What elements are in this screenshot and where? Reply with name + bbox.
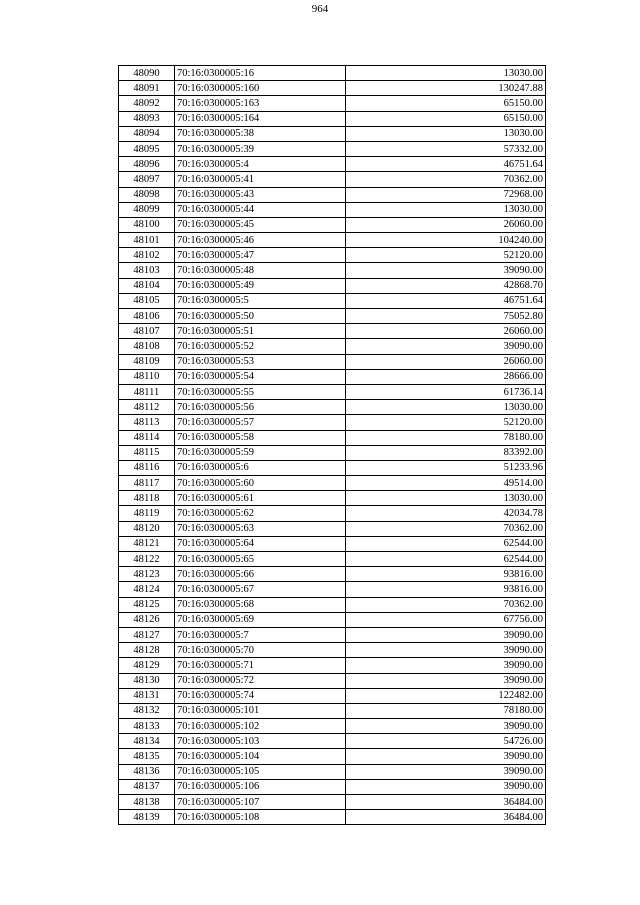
cadastral-number-cell: 70:16:0300005:61 <box>175 491 346 506</box>
value-cell: 62544.00 <box>346 552 546 567</box>
row-number-cell: 48112 <box>119 400 175 415</box>
table-row <box>119 673 546 688</box>
cadastral-number-cell: 70:16:0300005:7 <box>175 627 346 642</box>
cadastral-number-cell: 70:16:0300005:54 <box>175 369 346 384</box>
value-cell: 52120.00 <box>346 415 546 430</box>
row-number-cell: 48116 <box>119 460 175 475</box>
table-row <box>119 445 546 460</box>
row-number-cell: 48104 <box>119 278 175 293</box>
value-cell: 42034.78 <box>346 506 546 521</box>
row-number-cell: 48138 <box>119 795 175 810</box>
value-cell: 70362.00 <box>346 597 546 612</box>
row-number-cell: 48096 <box>119 157 175 172</box>
cadastral-number-cell: 70:16:0300005:105 <box>175 764 346 779</box>
value-cell: 49514.00 <box>346 476 546 491</box>
cadastral-number-cell: 70:16:0300005:70 <box>175 643 346 658</box>
table-row <box>119 126 546 141</box>
value-cell: 26060.00 <box>346 324 546 339</box>
table-row <box>119 506 546 521</box>
value-cell: 13030.00 <box>346 126 546 141</box>
cadastral-number-cell: 70:16:0300005:58 <box>175 430 346 445</box>
value-cell: 13030.00 <box>346 66 546 81</box>
table-row <box>119 384 546 399</box>
table-row <box>119 734 546 749</box>
row-number-cell: 48127 <box>119 627 175 642</box>
value-cell: 39090.00 <box>346 658 546 673</box>
cadastral-number-cell: 70:16:0300005:41 <box>175 172 346 187</box>
row-number-cell: 48122 <box>119 552 175 567</box>
cadastral-number-cell: 70:16:0300005:6 <box>175 460 346 475</box>
row-number-cell: 48120 <box>119 521 175 536</box>
row-number-cell: 48107 <box>119 324 175 339</box>
cadastral-number-cell: 70:16:0300005:65 <box>175 552 346 567</box>
table-row <box>119 157 546 172</box>
table-row <box>119 217 546 232</box>
row-number-cell: 48130 <box>119 673 175 688</box>
value-cell: 72968.00 <box>346 187 546 202</box>
cadastral-number-cell: 70:16:0300005:5 <box>175 293 346 308</box>
cadastral-number-cell: 70:16:0300005:102 <box>175 719 346 734</box>
table-row <box>119 278 546 293</box>
row-number-cell: 48134 <box>119 734 175 749</box>
row-number-cell: 48129 <box>119 658 175 673</box>
table-body <box>119 66 546 825</box>
value-cell: 65150.00 <box>346 96 546 111</box>
row-number-cell: 48115 <box>119 445 175 460</box>
value-cell: 13030.00 <box>346 202 546 217</box>
cadastral-number-cell: 70:16:0300005:46 <box>175 233 346 248</box>
row-number-cell: 48118 <box>119 491 175 506</box>
table-row <box>119 233 546 248</box>
row-number-cell: 48102 <box>119 248 175 263</box>
row-number-cell: 48105 <box>119 293 175 308</box>
row-number-cell: 48101 <box>119 233 175 248</box>
table-row <box>119 400 546 415</box>
value-cell: 28666.00 <box>346 369 546 384</box>
cadastral-number-cell: 70:16:0300005:51 <box>175 324 346 339</box>
table-row <box>119 96 546 111</box>
cadastral-number-cell: 70:16:0300005:68 <box>175 597 346 612</box>
table-row <box>119 476 546 491</box>
table-row <box>119 552 546 567</box>
table-row <box>119 491 546 506</box>
table-row <box>119 749 546 764</box>
cadastral-number-cell: 70:16:0300005:108 <box>175 810 346 825</box>
cadastral-number-cell: 70:16:0300005:53 <box>175 354 346 369</box>
table-row <box>119 582 546 597</box>
value-cell: 52120.00 <box>346 248 546 263</box>
row-number-cell: 48092 <box>119 96 175 111</box>
value-cell: 36484.00 <box>346 810 546 825</box>
value-cell: 78180.00 <box>346 430 546 445</box>
table-row <box>119 111 546 126</box>
table-row <box>119 324 546 339</box>
cadastral-number-cell: 70:16:0300005:39 <box>175 141 346 156</box>
row-number-cell: 48113 <box>119 415 175 430</box>
value-cell: 39090.00 <box>346 749 546 764</box>
row-number-cell: 48132 <box>119 703 175 718</box>
value-cell: 26060.00 <box>346 217 546 232</box>
table-row <box>119 779 546 794</box>
row-number-cell: 48093 <box>119 111 175 126</box>
cadastral-number-cell: 70:16:0300005:164 <box>175 111 346 126</box>
value-cell: 46751.64 <box>346 157 546 172</box>
value-cell: 46751.64 <box>346 293 546 308</box>
value-cell: 39090.00 <box>346 263 546 278</box>
cadastral-number-cell: 70:16:0300005:101 <box>175 703 346 718</box>
cadastral-number-cell: 70:16:0300005:64 <box>175 536 346 551</box>
cadastral-number-cell: 70:16:0300005:62 <box>175 506 346 521</box>
value-cell: 93816.00 <box>346 567 546 582</box>
row-number-cell: 48133 <box>119 719 175 734</box>
value-cell: 61736.14 <box>346 384 546 399</box>
value-cell: 54726.00 <box>346 734 546 749</box>
value-cell: 65150.00 <box>346 111 546 126</box>
row-number-cell: 48126 <box>119 612 175 627</box>
value-cell: 78180.00 <box>346 703 546 718</box>
cadastral-number-cell: 70:16:0300005:59 <box>175 445 346 460</box>
value-cell: 70362.00 <box>346 172 546 187</box>
table-row <box>119 141 546 156</box>
value-cell: 57332.00 <box>346 141 546 156</box>
cadastral-number-cell: 70:16:0300005:72 <box>175 673 346 688</box>
value-cell: 75052.80 <box>346 309 546 324</box>
table-row <box>119 719 546 734</box>
row-number-cell: 48097 <box>119 172 175 187</box>
table-row <box>119 248 546 263</box>
row-number-cell: 48131 <box>119 688 175 703</box>
table-row <box>119 521 546 536</box>
value-cell: 39090.00 <box>346 339 546 354</box>
row-number-cell: 48090 <box>119 66 175 81</box>
row-number-cell: 48110 <box>119 369 175 384</box>
value-cell: 104240.00 <box>346 233 546 248</box>
row-number-cell: 48106 <box>119 309 175 324</box>
row-number-cell: 48111 <box>119 384 175 399</box>
cadastral-number-cell: 70:16:0300005:45 <box>175 217 346 232</box>
table-row <box>119 536 546 551</box>
row-number-cell: 48125 <box>119 597 175 612</box>
table-row <box>119 415 546 430</box>
table-row <box>119 309 546 324</box>
value-cell: 26060.00 <box>346 354 546 369</box>
table-row <box>119 187 546 202</box>
cadastral-number-cell: 70:16:0300005:67 <box>175 582 346 597</box>
value-cell: 42868.70 <box>346 278 546 293</box>
table-row <box>119 764 546 779</box>
table-row <box>119 612 546 627</box>
table-row <box>119 430 546 445</box>
cadastral-number-cell: 70:16:0300005:63 <box>175 521 346 536</box>
value-cell: 67756.00 <box>346 612 546 627</box>
row-number-cell: 48135 <box>119 749 175 764</box>
row-number-cell: 48128 <box>119 643 175 658</box>
row-number-cell: 48091 <box>119 81 175 96</box>
table-row <box>119 627 546 642</box>
value-cell: 39090.00 <box>346 673 546 688</box>
cadastral-value-table <box>118 65 546 825</box>
cadastral-number-cell: 70:16:0300005:49 <box>175 278 346 293</box>
row-number-cell: 48136 <box>119 764 175 779</box>
row-number-cell: 48123 <box>119 567 175 582</box>
cadastral-number-cell: 70:16:0300005:104 <box>175 749 346 764</box>
row-number-cell: 48099 <box>119 202 175 217</box>
cadastral-number-cell: 70:16:0300005:57 <box>175 415 346 430</box>
page-number: 964 <box>311 3 329 15</box>
row-number-cell: 48098 <box>119 187 175 202</box>
value-cell: 39090.00 <box>346 643 546 658</box>
table-row <box>119 795 546 810</box>
cadastral-number-cell: 70:16:0300005:160 <box>175 81 346 96</box>
row-number-cell: 48124 <box>119 582 175 597</box>
row-number-cell: 48108 <box>119 339 175 354</box>
row-number-cell: 48100 <box>119 217 175 232</box>
row-number-cell: 48109 <box>119 354 175 369</box>
cadastral-number-cell: 70:16:0300005:16 <box>175 66 346 81</box>
value-cell: 51233.96 <box>346 460 546 475</box>
table-row <box>119 81 546 96</box>
cadastral-number-cell: 70:16:0300005:69 <box>175 612 346 627</box>
table-row <box>119 263 546 278</box>
cadastral-number-cell: 70:16:0300005:66 <box>175 567 346 582</box>
cadastral-number-cell: 70:16:0300005:4 <box>175 157 346 172</box>
table-row <box>119 658 546 673</box>
table-row <box>119 369 546 384</box>
row-number-cell: 48137 <box>119 779 175 794</box>
row-number-cell: 48117 <box>119 476 175 491</box>
table-row <box>119 202 546 217</box>
value-cell: 39090.00 <box>346 779 546 794</box>
table-row <box>119 66 546 81</box>
value-cell: 70362.00 <box>346 521 546 536</box>
cadastral-number-cell: 70:16:0300005:107 <box>175 795 346 810</box>
table-row <box>119 339 546 354</box>
table-row <box>119 810 546 825</box>
table-row <box>119 293 546 308</box>
cadastral-number-cell: 70:16:0300005:50 <box>175 309 346 324</box>
value-cell: 130247.88 <box>346 81 546 96</box>
value-cell: 93816.00 <box>346 582 546 597</box>
value-cell: 13030.00 <box>346 491 546 506</box>
cadastral-number-cell: 70:16:0300005:163 <box>175 96 346 111</box>
cadastral-number-cell: 70:16:0300005:48 <box>175 263 346 278</box>
cadastral-number-cell: 70:16:0300005:56 <box>175 400 346 415</box>
value-cell: 13030.00 <box>346 400 546 415</box>
cadastral-number-cell: 70:16:0300005:43 <box>175 187 346 202</box>
row-number-cell: 48095 <box>119 141 175 156</box>
cadastral-number-cell: 70:16:0300005:55 <box>175 384 346 399</box>
value-cell: 39090.00 <box>346 764 546 779</box>
row-number-cell: 48119 <box>119 506 175 521</box>
cadastral-number-cell: 70:16:0300005:52 <box>175 339 346 354</box>
value-cell: 83392.00 <box>346 445 546 460</box>
cadastral-number-cell: 70:16:0300005:60 <box>175 476 346 491</box>
cadastral-number-cell: 70:16:0300005:71 <box>175 658 346 673</box>
value-cell: 39090.00 <box>346 719 546 734</box>
cadastral-number-cell: 70:16:0300005:47 <box>175 248 346 263</box>
table-row <box>119 567 546 582</box>
row-number-cell: 48121 <box>119 536 175 551</box>
row-number-cell: 48114 <box>119 430 175 445</box>
value-cell: 39090.00 <box>346 627 546 642</box>
table-row <box>119 703 546 718</box>
cadastral-number-cell: 70:16:0300005:74 <box>175 688 346 703</box>
value-cell: 122482.00 <box>346 688 546 703</box>
row-number-cell: 48139 <box>119 810 175 825</box>
row-number-cell: 48094 <box>119 126 175 141</box>
table-row <box>119 460 546 475</box>
value-cell: 62544.00 <box>346 536 546 551</box>
table-row <box>119 688 546 703</box>
cadastral-number-cell: 70:16:0300005:44 <box>175 202 346 217</box>
row-number-cell: 48103 <box>119 263 175 278</box>
table-row <box>119 354 546 369</box>
value-cell: 36484.00 <box>346 795 546 810</box>
table-row <box>119 597 546 612</box>
cadastral-number-cell: 70:16:0300005:106 <box>175 779 346 794</box>
cadastral-number-cell: 70:16:0300005:103 <box>175 734 346 749</box>
table-row <box>119 172 546 187</box>
cadastral-number-cell: 70:16:0300005:38 <box>175 126 346 141</box>
table-row <box>119 643 546 658</box>
